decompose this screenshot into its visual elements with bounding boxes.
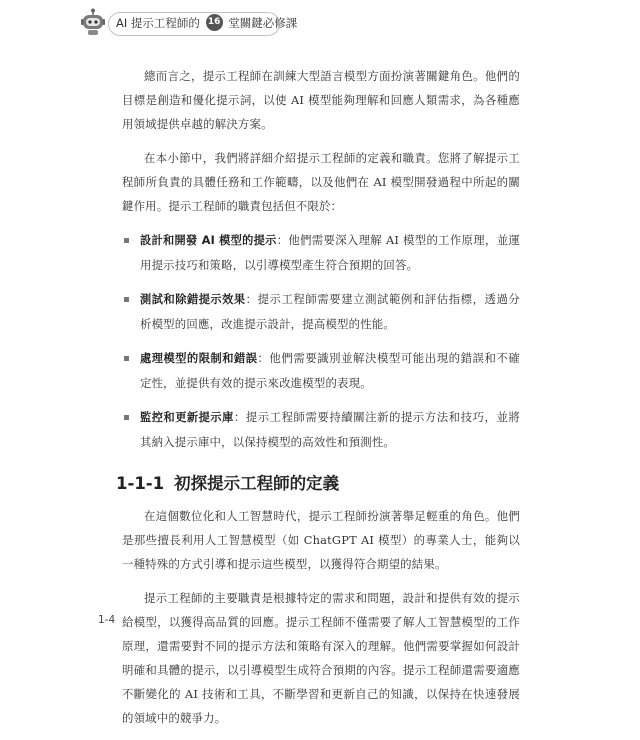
book-title-prefix: AI 提示工程師的 xyxy=(116,16,200,30)
list-item-term: 監控和更新提示庫 xyxy=(140,411,234,424)
list-item xyxy=(122,405,520,454)
square-bullet-icon xyxy=(124,297,129,302)
book-title-suffix: 堂關鍵必修課 xyxy=(228,16,298,30)
section-number: 1-1-1 xyxy=(116,474,165,493)
square-bullet-icon xyxy=(124,415,129,420)
square-bullet-icon xyxy=(124,238,129,243)
list-item-term: 處理模型的限制和錯誤 xyxy=(140,352,258,365)
list-item-text: ：他們需要深入理解 AI 模型的工作原理，並運用提示技巧和策略，以引導模型產生符合預期的回答。 xyxy=(140,233,520,272)
square-bullet-icon xyxy=(124,356,129,361)
list-item-term: 設計和開發 AI 模型的提示 xyxy=(140,234,277,247)
book-title-number: 16 xyxy=(206,14,223,31)
running-header xyxy=(0,0,640,40)
page-content xyxy=(116,64,520,740)
book-title xyxy=(116,15,297,32)
section-title: 初探提示工程師的定義 xyxy=(174,474,340,493)
list-item-text: ：提示工程師需要建立測試範例和評估指標，透過分析模型的回應，改進提示設計，提高模型的性能。 xyxy=(140,292,520,331)
section-paragraph-2: 提示工程師的主要職責是根據特定的需求和問題，設計和提供有效的提示給模型，以獲得高品質的回應。提示工程師不僅需要了解人工智慧模型的工作原理，還需要對不同的提示方法和策略有深入的理解。他們需要掌握如何設計明確和具體的提示，以引導模型生成符合預期的內容。提示工程師還需要適應不斷變化的 AI 技術和工具，不斷學習和更新自己的知識，以保持在快速發展的領域中的競爭力。 xyxy=(122,591,520,725)
list-item-term: 測試和除錯提示效果 xyxy=(140,293,246,306)
robot-icon xyxy=(80,8,106,36)
responsibilities-list xyxy=(122,228,520,454)
list-item-text: ：他們需要識別並解決模型可能出現的錯誤和不確定性，並提供有效的提示來改進模型的表現。 xyxy=(140,351,520,390)
list-item xyxy=(122,228,520,277)
list-item xyxy=(122,287,520,336)
list-item xyxy=(122,346,520,395)
section-heading xyxy=(116,470,520,494)
page-number: 1-4 xyxy=(98,614,116,626)
list-item-text: ：提示工程師需要持續關注新的提示方法和技巧，並將其納入提示庫中，以保持模型的高效性和預測性。 xyxy=(140,410,520,449)
intro-paragraph-1: 總而言之，提示工程師在訓練大型語言模型方面扮演著關鍵角色。他們的目標是創造和優化提示詞，以使 AI 模型能夠理解和回應人類需求，為各種應用領域提供卓越的解決方案。 xyxy=(122,69,520,131)
section-paragraph-1: 在這個數位化和人工智慧時代，提示工程師扮演著舉足輕重的角色。他們是那些擅長利用人工智慧模型（如 ChatGPT AI 模型）的專業人士，能夠以一種特殊的方式引導和提示這些模型，以獲得符合期望的結果。 xyxy=(122,509,520,571)
intro-paragraph-2: 在本小節中，我們將詳細介紹提示工程師的定義和職責。您將了解提示工程師所負責的具體任務和工作範疇，以及他們在 AI 模型開發過程中所起的關鍵作用。提示工程師的職責包括但不限於： xyxy=(122,151,520,213)
